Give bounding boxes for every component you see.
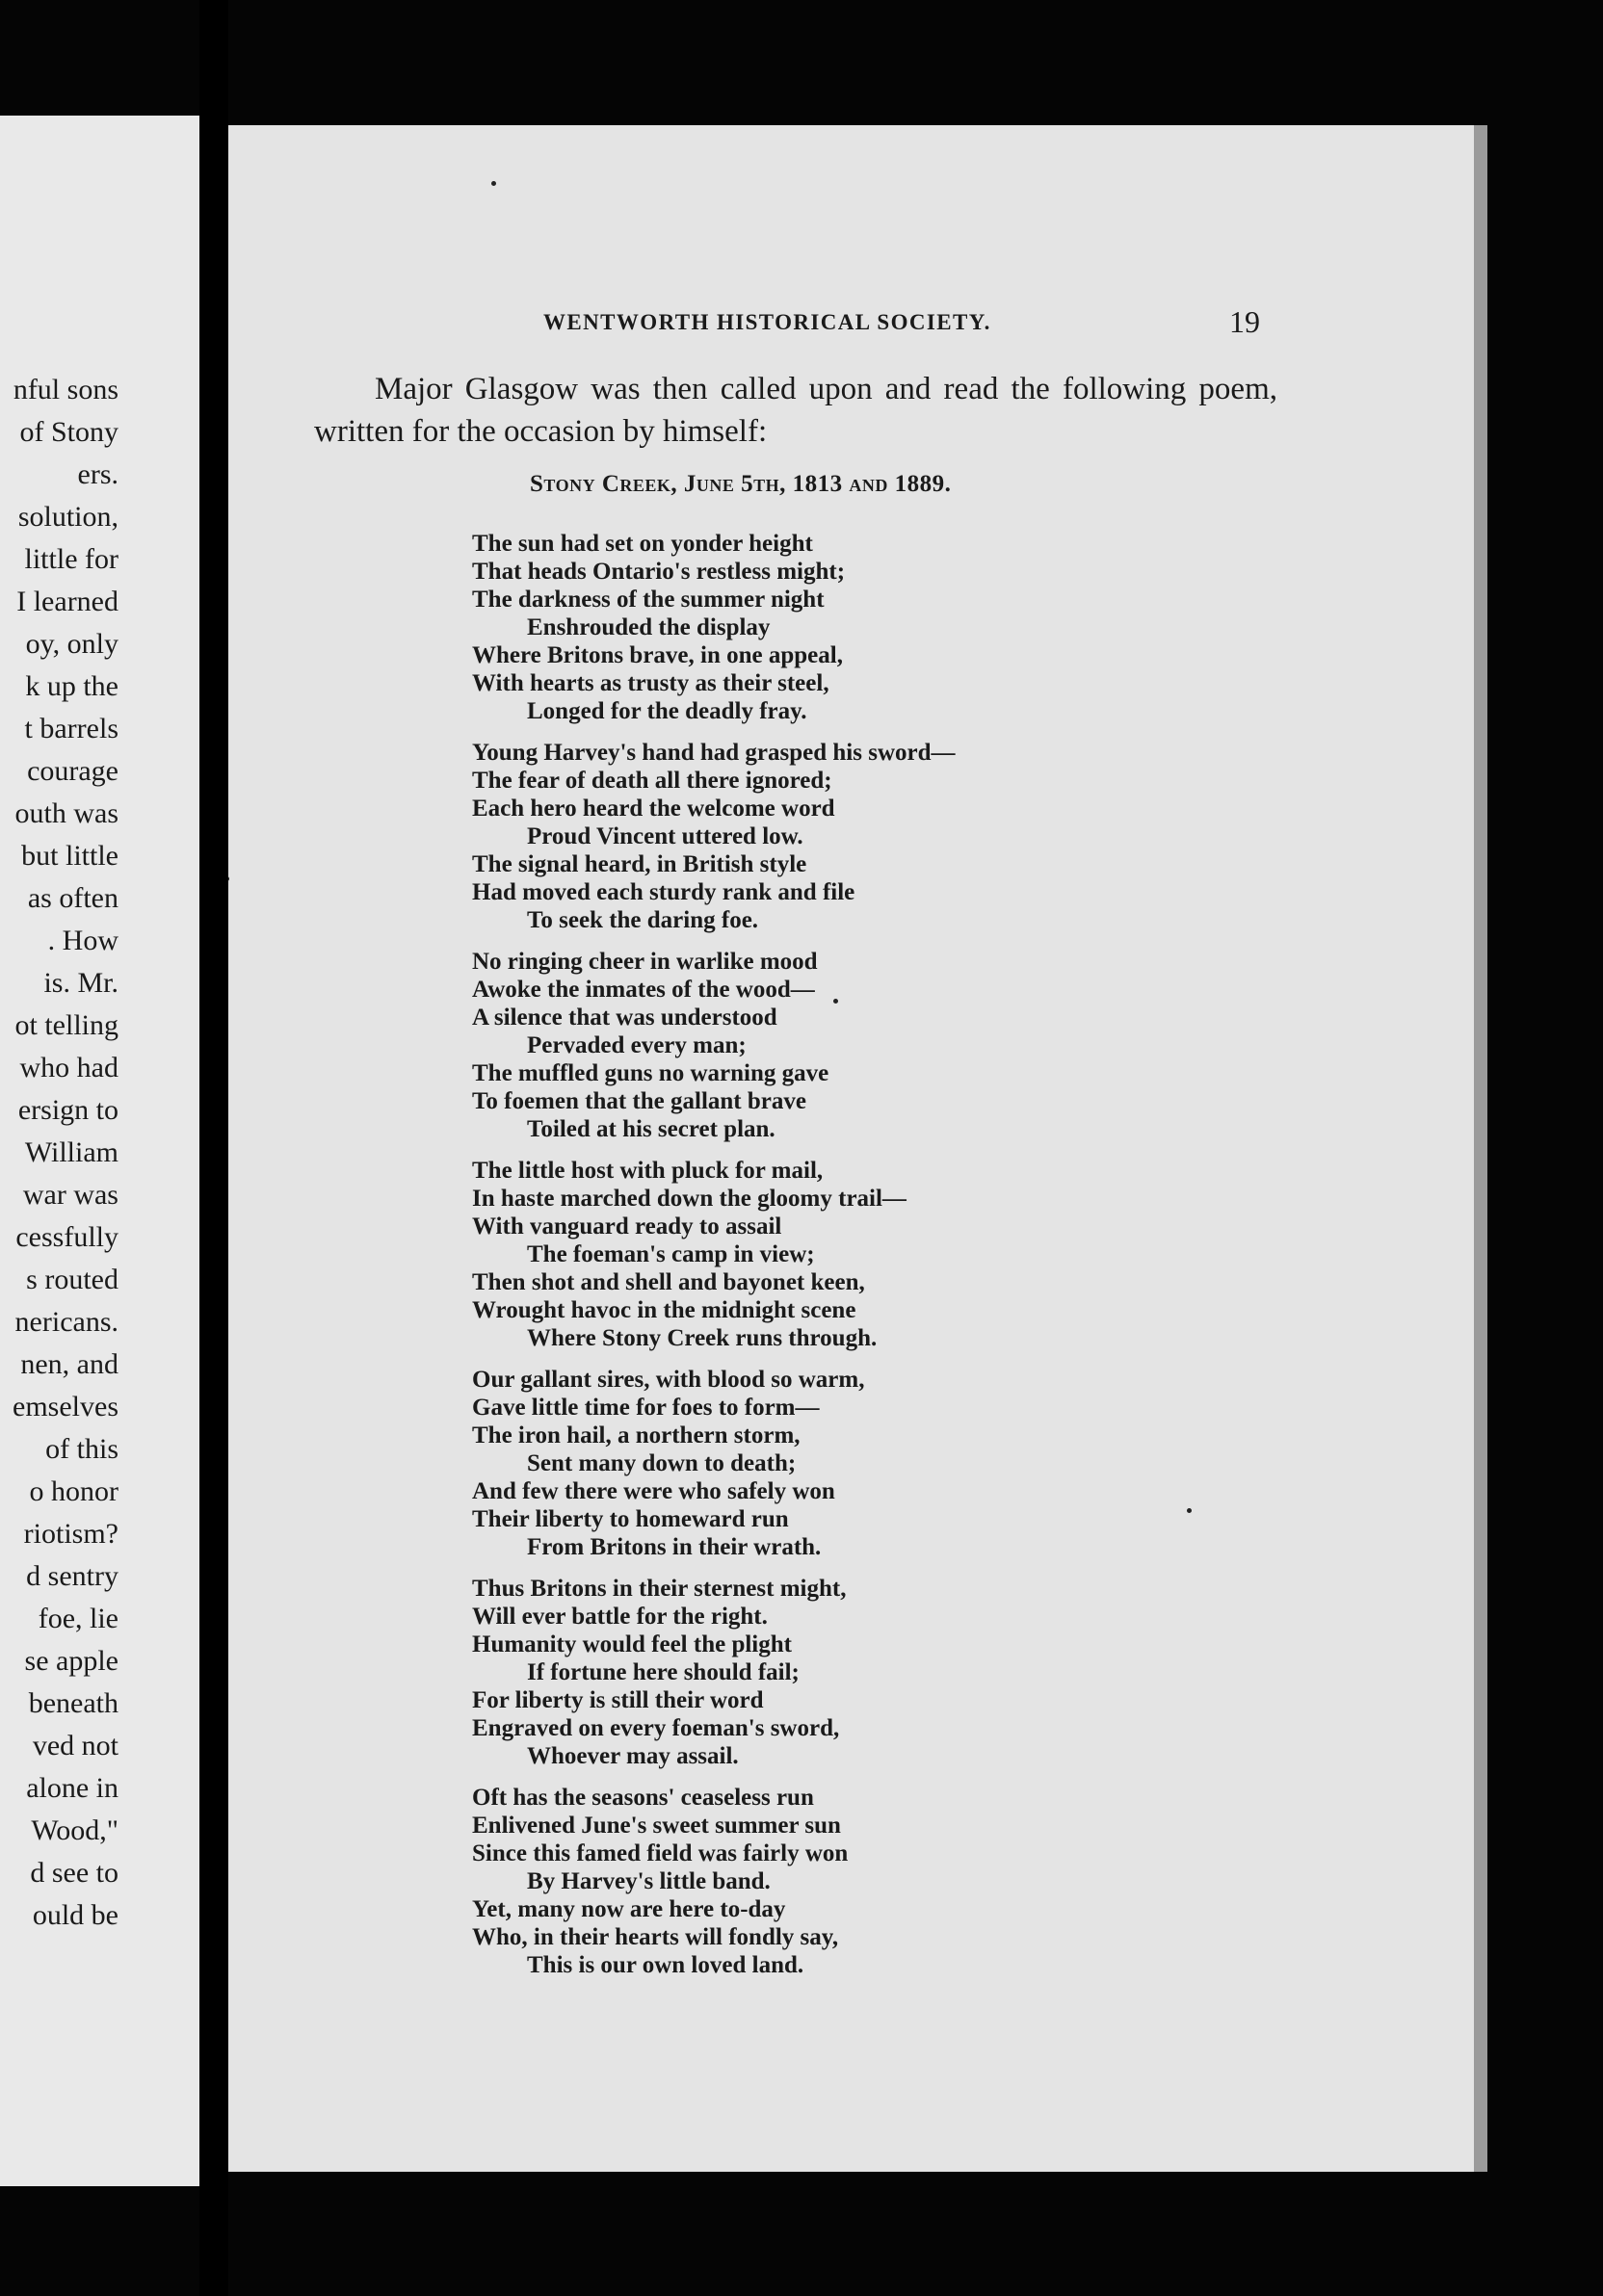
previous-page-line: k up the	[25, 670, 118, 702]
intro-paragraph: Major Glasgow was then called upon and read the following poem, written for the occasion by himself:	[314, 372, 1277, 449]
book-page	[228, 125, 1484, 2172]
poem-line: That heads Ontario's restless might;	[472, 559, 846, 585]
previous-page-line: emselves	[13, 1391, 118, 1422]
poem-stanza	[472, 1784, 1166, 1979]
poem-line: Pervaded every man;	[527, 1032, 747, 1058]
previous-page-line: oy, only	[25, 628, 118, 660]
previous-page-line: riotism?	[23, 1518, 118, 1550]
poem-line: The foeman's camp in view;	[527, 1241, 815, 1267]
poem-line: Our gallant sires, with blood so warm,	[472, 1367, 865, 1393]
poem-line: To seek the daring foe.	[527, 907, 759, 933]
poem-line: No ringing cheer in warlike mood	[472, 949, 818, 975]
previous-page-line: of Stony	[19, 416, 118, 448]
print-speck	[228, 876, 229, 881]
poem-title: Stony Creek, June 5th, 1813 and 1889.	[530, 471, 952, 497]
previous-page-line: o honor	[29, 1475, 118, 1507]
poem-line: The iron hail, a northern storm,	[472, 1422, 801, 1448]
previous-page-line: nen, and	[20, 1348, 118, 1380]
poem-line: Oft has the seasons' ceaseless run	[472, 1785, 814, 1811]
previous-page-line: ved not	[32, 1730, 118, 1761]
previous-page-line: t barrels	[24, 713, 118, 744]
poem-stanza	[472, 530, 1166, 725]
poem-line: And few there were who safely won	[472, 1478, 835, 1504]
poem-line: With hearts as trusty as their steel,	[472, 670, 829, 696]
poem-line: Will ever battle for the right.	[472, 1604, 768, 1630]
previous-page-line: ot telling	[14, 1009, 118, 1041]
poem-line: By Harvey's little band.	[527, 1868, 771, 1894]
poem-line: The muffled guns no warning gave	[472, 1060, 829, 1086]
print-speck	[833, 999, 838, 1004]
poem-stanza	[472, 1575, 1166, 1770]
poem-line: The sun had set on yonder height	[472, 531, 813, 557]
poem-line: A silence that was understood	[472, 1004, 777, 1031]
previous-page-line: ersign to	[17, 1094, 118, 1126]
previous-page-line: beneath	[28, 1687, 118, 1719]
previous-page-line: . How	[47, 925, 118, 956]
previous-page-line: war was	[22, 1179, 118, 1211]
previous-page-line: outh was	[14, 797, 118, 829]
previous-page-line: foe, lie	[38, 1603, 118, 1634]
previous-page-line: solution,	[17, 501, 118, 533]
poem-line: Young Harvey's hand had grasped his sword—	[472, 740, 956, 766]
poem-line: Then shot and shell and bayonet keen,	[472, 1269, 865, 1295]
poem-line: To foemen that the gallant brave	[472, 1088, 806, 1114]
previous-page-line: Wood,"	[31, 1814, 118, 1846]
poem-line: Wrought havoc in the midnight scene	[472, 1297, 856, 1323]
poem-line: Had moved each sturdy rank and file	[472, 879, 855, 905]
poem-line: The signal heard, in British style	[472, 851, 807, 877]
page-edge	[1474, 125, 1487, 2172]
book-gutter	[199, 0, 228, 2296]
previous-page-line: I learned	[16, 586, 118, 617]
previous-page-line: is. Mr.	[43, 967, 118, 999]
poem-line: Proud Vincent uttered low.	[527, 823, 803, 849]
previous-page-line: but little	[21, 840, 118, 872]
previous-page-line: little for	[24, 543, 118, 575]
poem-line: With vanguard ready to assail	[472, 1213, 782, 1239]
poem-line: In haste marched down the gloomy trail—	[472, 1186, 907, 1212]
previous-page-line: nful sons	[13, 374, 118, 405]
print-speck	[1187, 1508, 1192, 1513]
previous-page-fragment	[0, 116, 199, 2186]
poem-body	[472, 530, 1166, 1993]
previous-page-line: ers.	[77, 458, 118, 490]
poem-line: Sent many down to death;	[527, 1450, 797, 1476]
poem-line: Thus Britons in their sternest might,	[472, 1576, 847, 1602]
running-header	[228, 304, 1484, 349]
poem-stanza	[472, 1366, 1166, 1561]
poem-line: Their liberty to homeward run	[472, 1506, 789, 1532]
previous-page-line: nericans.	[14, 1306, 118, 1338]
running-title: WENTWORTH HISTORICAL SOCIETY.	[543, 310, 991, 334]
page-number: 19	[1229, 304, 1260, 339]
poem-stanza	[472, 1157, 1166, 1352]
poem-line: Enlivened June's sweet summer sun	[472, 1813, 841, 1839]
previous-page-line: d see to	[30, 1857, 118, 1889]
poem-stanza	[472, 739, 1166, 934]
poem-line: Where Stony Creek runs through.	[527, 1325, 878, 1351]
poem-line: Gave little time for foes to form—	[472, 1395, 820, 1421]
previous-page-line: s routed	[26, 1264, 118, 1295]
previous-page-line: ould be	[32, 1899, 118, 1931]
previous-page-line: cessfully	[15, 1221, 118, 1253]
poem-line: Humanity would feel the plight	[472, 1631, 792, 1657]
print-speck	[491, 181, 496, 186]
previous-page-line: courage	[27, 755, 118, 787]
poem-line: Longed for the deadly fray.	[527, 698, 807, 724]
poem-line: From Britons in their wrath.	[527, 1534, 822, 1560]
poem-line: Since this famed field was fairly won	[472, 1840, 849, 1866]
previous-page-line: se apple	[24, 1645, 118, 1677]
poem-line: Awoke the inmates of the wood—	[472, 977, 815, 1003]
poem-line: Toiled at his secret plan.	[527, 1116, 775, 1142]
poem-line: Engraved on every foeman's sword,	[472, 1715, 840, 1741]
poem-line: The little host with pluck for mail,	[472, 1158, 824, 1184]
poem-line: Where Britons brave, in one appeal,	[472, 642, 843, 668]
poem-line: For liberty is still their word	[472, 1687, 764, 1713]
poem-line: The fear of death all there ignored;	[472, 768, 832, 794]
previous-page-line: alone in	[26, 1772, 118, 1804]
poem-line: This is our own loved land.	[527, 1952, 804, 1978]
poem-line: Enshrouded the display	[527, 614, 771, 640]
poem-line: Yet, many now are here to-day	[472, 1896, 786, 1922]
previous-page-line: d sentry	[26, 1560, 118, 1592]
previous-page-text	[0, 369, 118, 1937]
previous-page-line: who had	[19, 1052, 118, 1083]
previous-page-line: William	[24, 1136, 118, 1168]
poem-line: If fortune here should fail;	[527, 1659, 800, 1685]
previous-page-line: of this	[45, 1433, 118, 1465]
poem-line: The darkness of the summer night	[472, 587, 825, 613]
poem-line: Each hero heard the welcome word	[472, 796, 835, 822]
poem-line: Who, in their hearts will fondly say,	[472, 1924, 839, 1950]
poem-line: Whoever may assail.	[527, 1743, 739, 1769]
poem-stanza	[472, 948, 1166, 1143]
previous-page-line: as often	[27, 882, 118, 914]
